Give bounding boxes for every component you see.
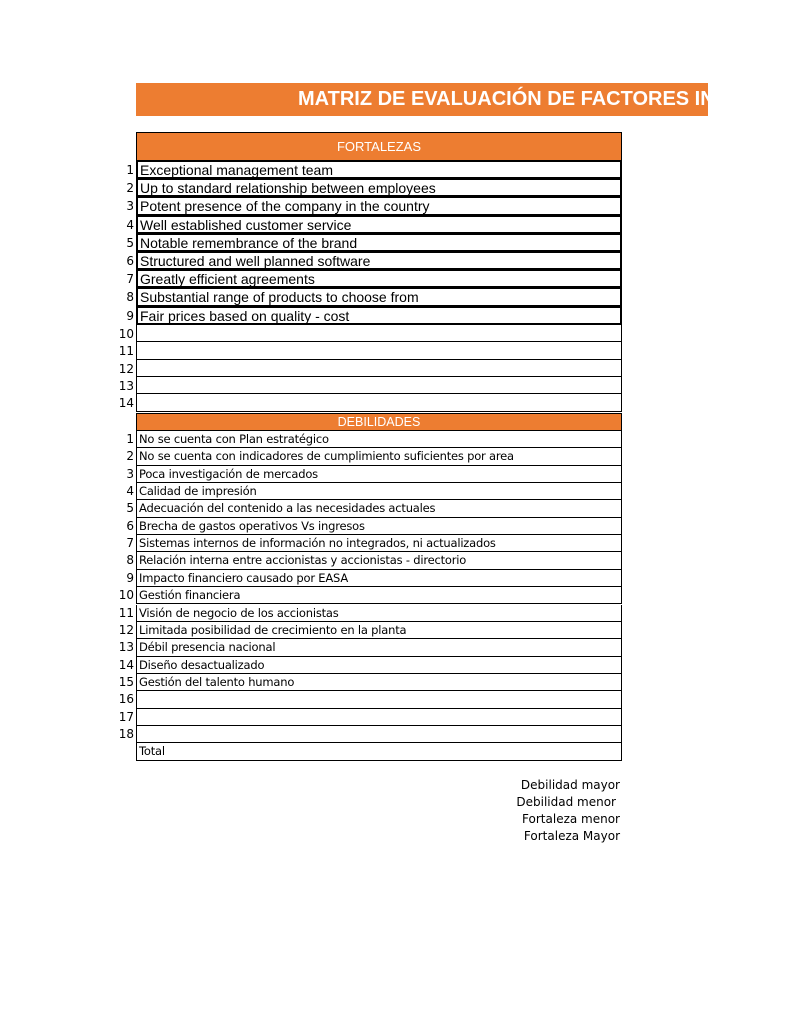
debilidad-text: Adecuación del contenido a las necesidades actuales	[139, 501, 436, 516]
row-number: 16	[118, 692, 134, 707]
row-number: 10	[118, 326, 134, 341]
row-number: 7	[126, 536, 134, 551]
page-title: MATRIZ DE EVALUACIÓN DE FACTORES INTERNOS	[298, 88, 798, 110]
fortaleza-text: Substantial range of products to choose from	[140, 289, 419, 306]
title-bar	[136, 83, 798, 116]
fortalezas-header: FORTALEZAS	[136, 132, 622, 161]
debilidad-text	[137, 727, 139, 741]
fortaleza-text	[137, 394, 139, 410]
row-number: 4	[126, 217, 134, 232]
debilidad-row	[136, 500, 622, 517]
debilidad-text: Gestión financiera	[139, 588, 241, 603]
row-number: 13	[118, 640, 134, 655]
fortaleza-row	[136, 161, 622, 179]
debilidades-header: DEBILIDADES	[136, 413, 622, 431]
row-number: 14	[118, 396, 134, 411]
legend-item: Fortaleza Mayor	[523, 829, 620, 843]
fortaleza-row	[136, 252, 622, 270]
row-number: 3	[126, 466, 134, 481]
fortaleza-text: Structured and well planned software	[140, 253, 371, 269]
fortaleza-text: Fair prices based on quality - cost	[140, 307, 350, 324]
fortaleza-text: Notable remembrance of the brand	[140, 234, 358, 251]
fortaleza-row	[136, 179, 622, 197]
debilidad-row	[136, 726, 622, 743]
debilidad-row	[136, 448, 622, 465]
row-number: 5	[126, 501, 134, 516]
row-number: 17	[118, 709, 134, 724]
fortaleza-text: Potent presence of the company in the country	[140, 198, 430, 215]
row-number: 8	[126, 553, 134, 568]
fortaleza-text	[137, 360, 139, 376]
debilidad-text: Gestión del talento humano	[139, 674, 295, 689]
fortaleza-text	[137, 325, 139, 341]
debilidad-row	[136, 466, 622, 483]
debilidad-text: No se cuenta con Plan estratégico	[139, 432, 329, 446]
row-number: 5	[126, 235, 134, 250]
legend-item: Fortaleza menor	[522, 812, 620, 826]
row-number: 6	[126, 254, 134, 268]
debilidad-text: Calidad de impresión	[139, 484, 257, 499]
debilidad-row	[136, 691, 622, 708]
debilidad-row	[136, 431, 622, 448]
fortaleza-row	[136, 307, 622, 325]
debilidad-text: Visión de negocio de los accionistas	[139, 605, 339, 620]
debilidad-row	[136, 552, 622, 569]
debilidad-row	[136, 605, 622, 622]
row-number: 15	[118, 674, 134, 689]
debilidad-text	[137, 710, 139, 724]
row-number: 9	[126, 308, 134, 323]
debilidad-text: Débil presencia nacional	[139, 640, 276, 655]
fortaleza-row	[136, 325, 622, 342]
row-number: 1	[126, 432, 134, 446]
debilidad-text: Sistemas internos de información no integrados, ni actualizados	[139, 536, 496, 551]
debilidad-text: Impacto financiero causado por EASA	[139, 570, 349, 585]
fortaleza-row	[136, 394, 622, 411]
row-number: 1	[126, 163, 134, 177]
row-number: 6	[126, 518, 134, 533]
debilidad-text: Diseño desactualizado	[139, 657, 265, 672]
fortaleza-row	[136, 270, 622, 288]
legend-item: Debilidad mayor	[520, 778, 620, 792]
fortaleza-row	[136, 342, 622, 359]
fortaleza-text	[137, 342, 139, 358]
row-number: 12	[118, 622, 134, 637]
debilidad-text: Relación interna entre accionistas y accionistas - directorio	[139, 553, 467, 568]
total-row	[136, 743, 622, 760]
debilidad-row	[136, 518, 622, 535]
row-number: 3	[126, 199, 134, 214]
row-number: 13	[118, 379, 134, 393]
fortaleza-text: Up to standard relationship between employees	[140, 180, 436, 197]
fortaleza-row	[136, 377, 622, 394]
row-number: 8	[126, 290, 134, 305]
row-number: 9	[126, 570, 134, 585]
row-number: 14	[118, 657, 134, 672]
debilidad-text: Brecha de gastos operativos Vs ingresos	[139, 518, 365, 533]
fortaleza-text: Exceptional management team	[140, 162, 333, 178]
fortaleza-row	[136, 360, 622, 377]
debilidad-text	[137, 692, 139, 706]
row-number: 10	[118, 588, 134, 603]
debilidad-row	[136, 570, 622, 587]
debilidad-text: No se cuenta con indicadores de cumplimiento suficientes por area	[139, 449, 514, 464]
row-number: 18	[118, 726, 134, 741]
row-number: 2	[126, 449, 134, 464]
debilidad-row	[136, 709, 622, 726]
debilidad-row	[136, 587, 622, 604]
debilidad-row	[136, 657, 622, 674]
fortaleza-text	[137, 377, 139, 393]
debilidad-row	[136, 622, 622, 639]
fortaleza-row	[136, 216, 622, 234]
debilidad-row	[136, 639, 622, 656]
debilidad-text: Poca investigación de mercados	[139, 466, 318, 481]
legend	[516, 777, 620, 845]
fortaleza-row	[136, 288, 622, 306]
row-number: 12	[118, 361, 134, 376]
row-number: 11	[118, 344, 134, 359]
legend-item: Debilidad menor	[516, 795, 616, 809]
debilidad-row	[136, 674, 622, 691]
debilidad-row	[136, 535, 622, 552]
fortaleza-row	[136, 234, 622, 252]
fortaleza-row	[136, 197, 622, 215]
row-number: 2	[126, 181, 134, 196]
row-number: 7	[126, 272, 134, 287]
debilidad-row	[136, 483, 622, 500]
fortaleza-text: Greatly efficient agreements	[140, 271, 315, 288]
total-label: Total	[139, 744, 165, 759]
row-number: 4	[126, 484, 134, 499]
fortaleza-text: Well established customer service	[140, 216, 352, 233]
row-number: 11	[118, 605, 134, 620]
debilidad-text: Limitada posibilidad de crecimiento en la planta	[139, 622, 407, 637]
